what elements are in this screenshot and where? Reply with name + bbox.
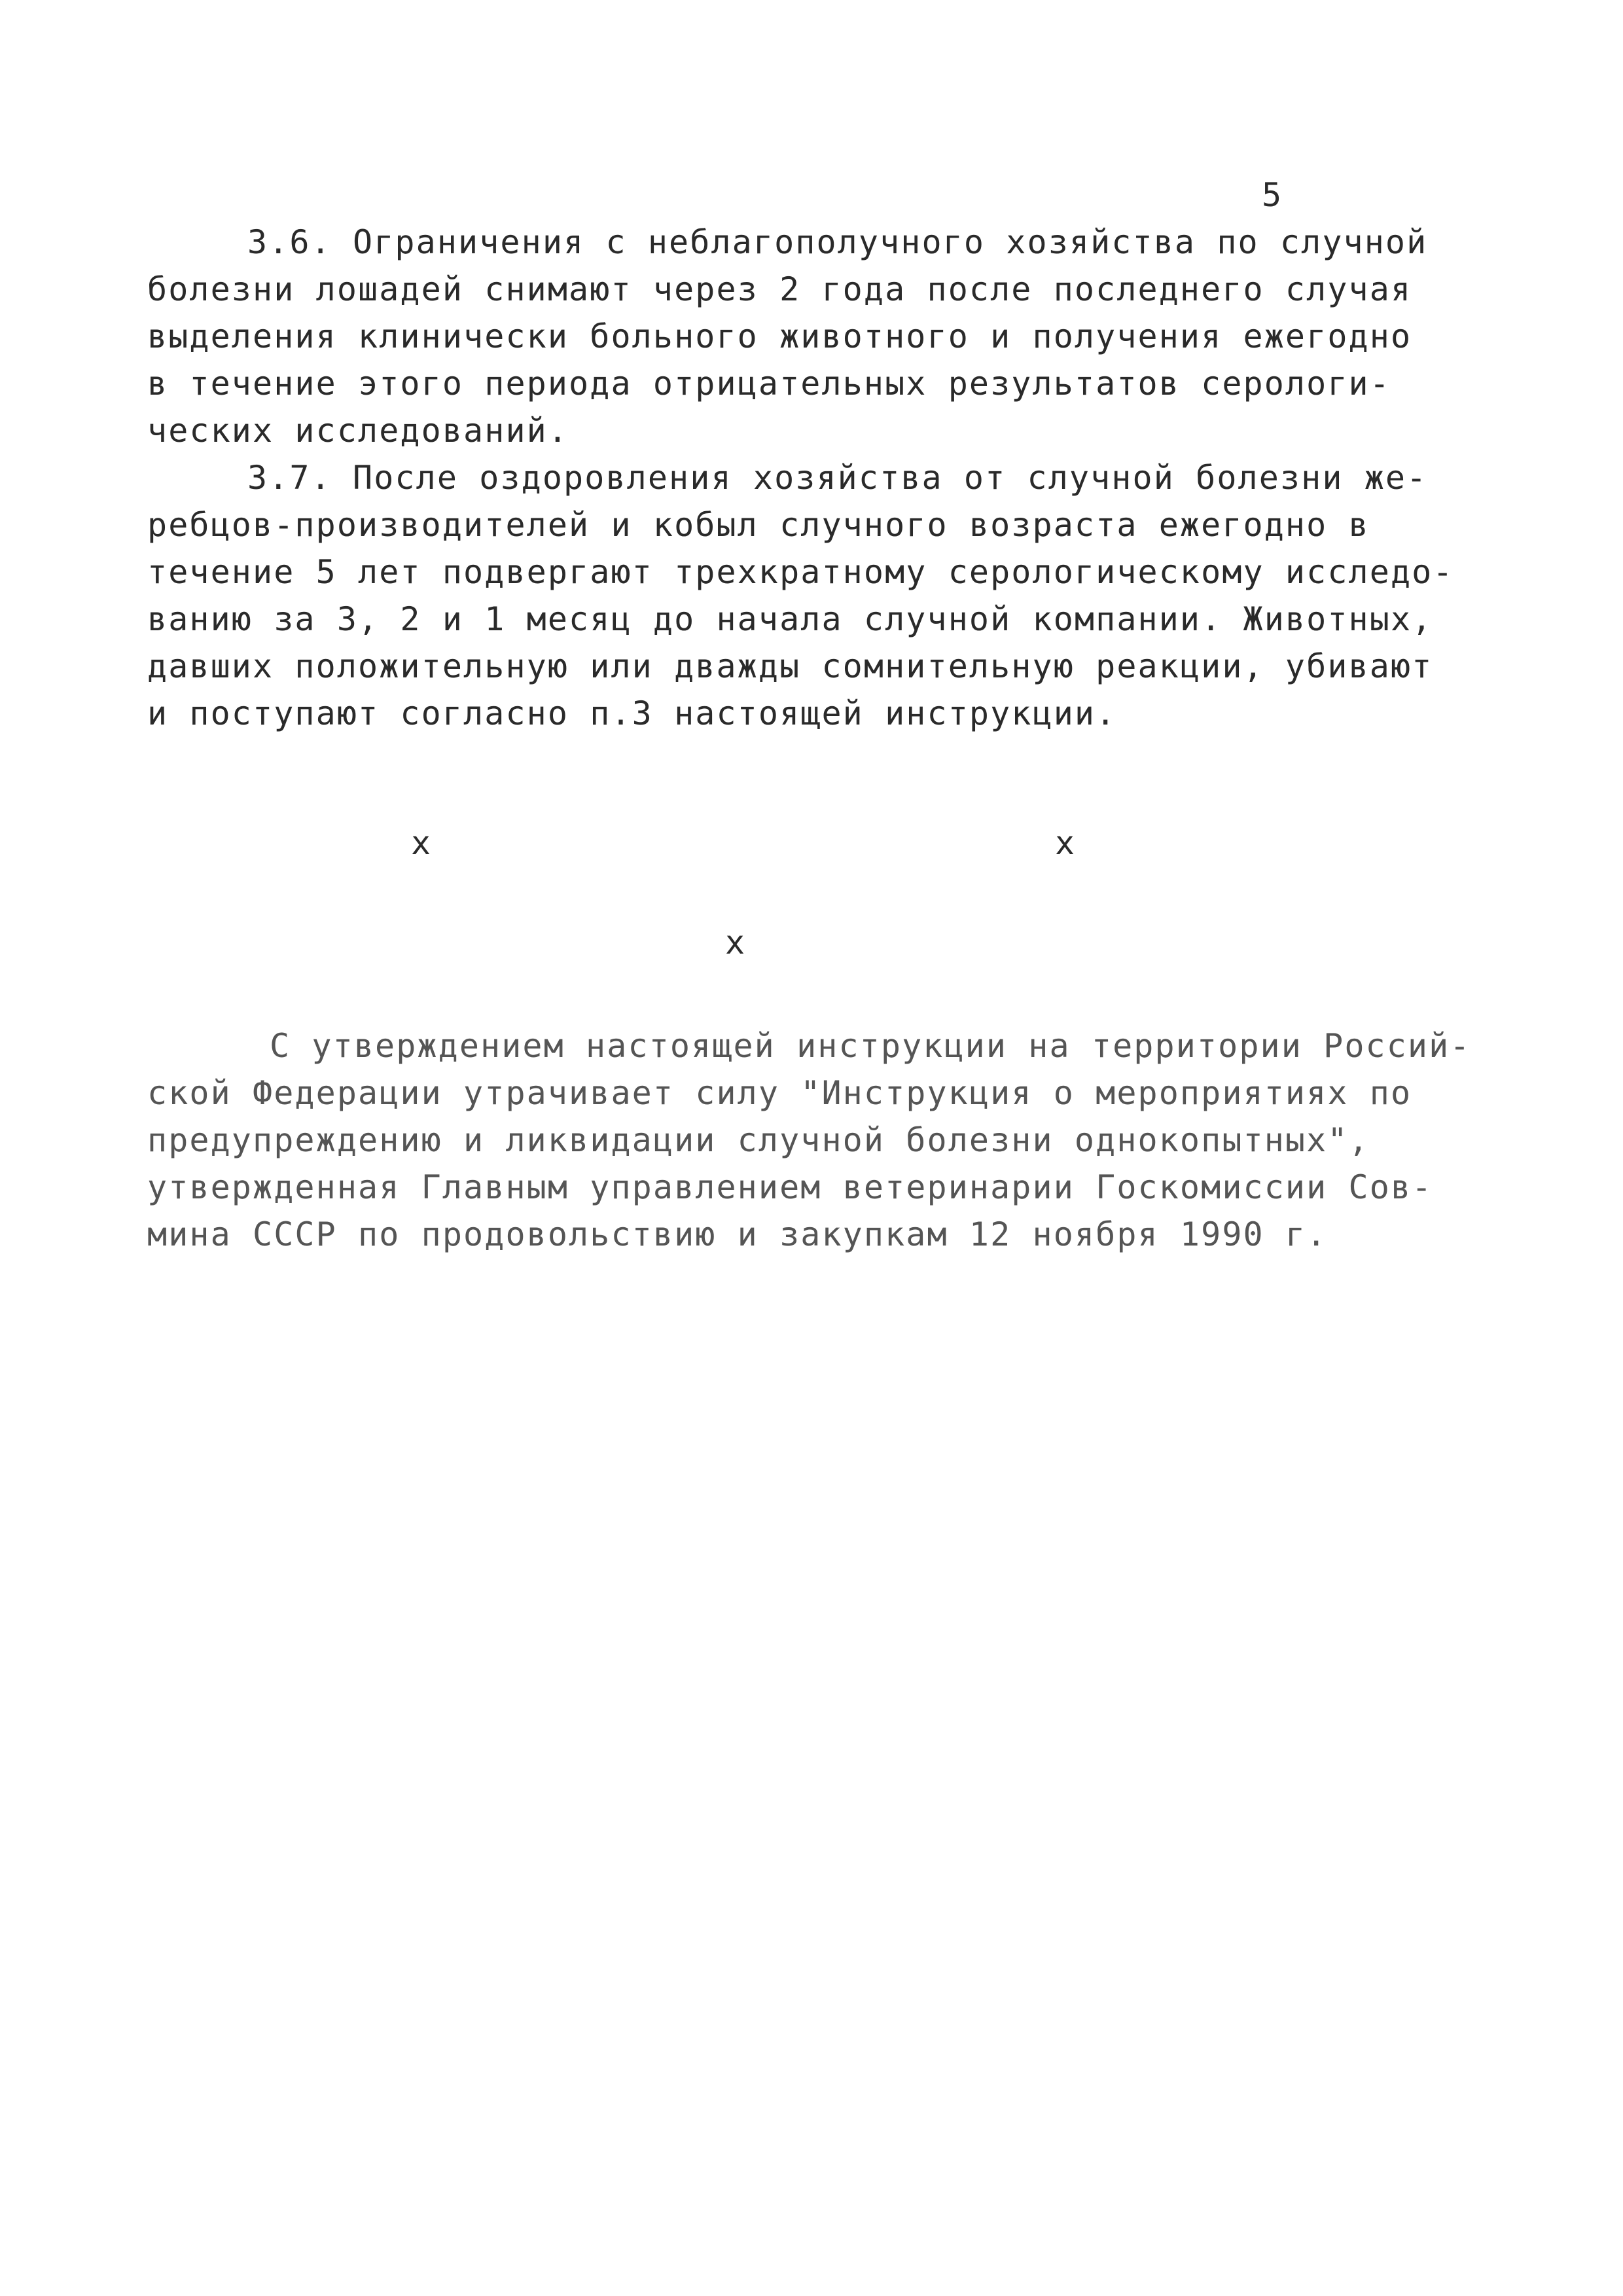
paragraph-line: в течение этого периода отрицательных результатов серологи- [147,365,1391,403]
paragraph-line: и поступают согласно п.3 настоящей инструкции. [147,694,1117,732]
paragraph-line: ской Федерации утрачивает силу "Инструкция о мероприятиях по [147,1074,1412,1112]
paragraph-line: предупреждению и ликвидации случной болезни однокопытных", [147,1121,1370,1159]
paragraph-line: болезни лошадей снимают через 2 года после последнего случая [147,270,1412,308]
page-number: 5 [1262,176,1282,214]
paragraph-line: 3.6. Ограничения с неблагополучного хозяйства по случной [247,223,1428,261]
paragraph-line: ванию за 3, 2 и 1 месяц до начала случной компании. Животных, [147,600,1433,638]
paragraph-line: давших положительную или дважды сомнительную реакции, убивают [147,647,1433,685]
paragraph-line: 3.7. После оздоровления хозяйства от случной болезни же- [247,459,1428,497]
separator-mark: х [725,924,745,961]
paragraph-line: ческих исследований. [147,412,569,450]
paragraph-line: выделения клинически больного животного и получения ежегодно [147,317,1412,355]
separator-mark: х [411,824,431,862]
separator-mark: х [1055,824,1075,862]
paragraph-line: ребцов-производителей и кобыл случного возраста ежегодно в [147,506,1370,544]
paragraph-line: С утверждением настоящей инструкции на территории Россий- [270,1027,1471,1065]
paragraph-line: утвержденная Главным управлением ветеринарии Госкомиссии Сов- [147,1168,1433,1206]
paragraph-line: течение 5 лет подвергают трехкратному серологическому исследо- [147,553,1454,591]
paragraph-line: мина СССР по продовольствию и закупкам 12 ноября 1990 г. [147,1215,1328,1253]
